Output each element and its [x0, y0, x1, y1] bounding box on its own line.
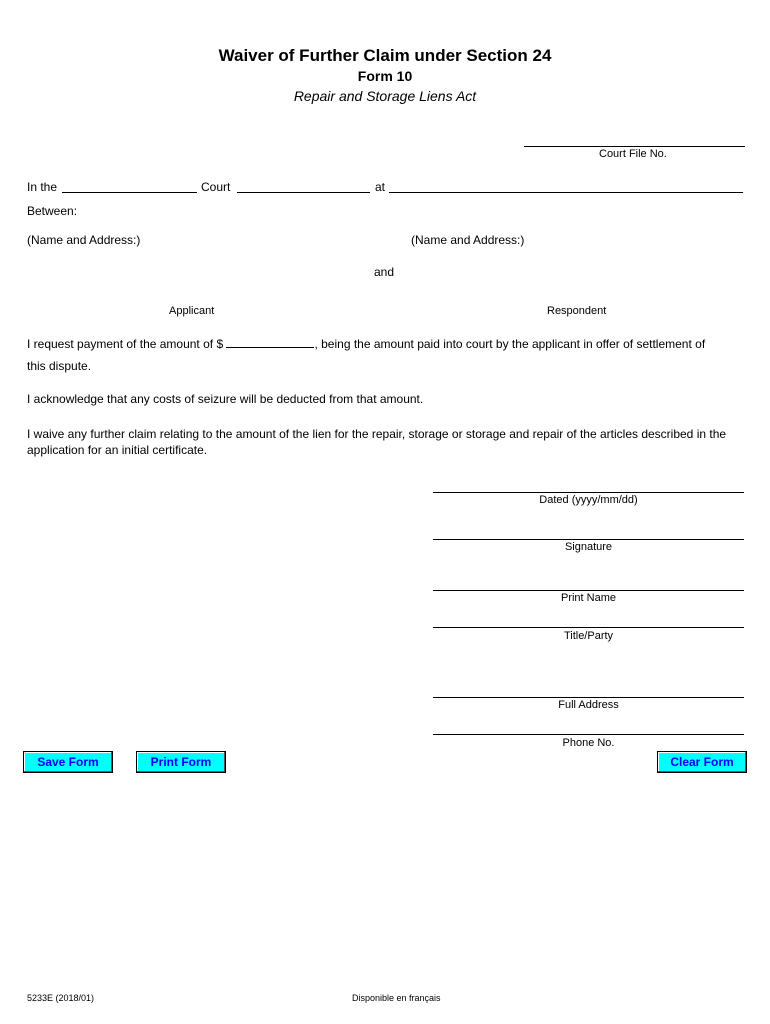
form-code: 5233E (2018/01) [27, 993, 95, 1003]
title-party-field[interactable] [433, 627, 744, 628]
phone-label: Phone No. [562, 737, 615, 749]
court-file-number-field[interactable] [524, 146, 745, 147]
save-form-button[interactable]: Save Form [23, 751, 113, 773]
form-title: Waiver of Further Claim under Section 24 [218, 46, 552, 65]
request-line-2: this dispute. [27, 359, 92, 373]
request-suffix: , being the amount paid into court by the applicant in offer of settlement of [314, 337, 706, 351]
phone-field[interactable] [433, 734, 744, 735]
request-payment-line [27, 335, 705, 351]
full-address-label: Full Address [558, 699, 619, 711]
waive-text: I waive any further claim relating to the amount of the lien for the repair, storage or storage and repair of the articles described in the application for an initial certificate. [27, 427, 727, 457]
applicant-label: Applicant [169, 305, 215, 317]
court-type-field[interactable] [237, 192, 370, 193]
court-location-field[interactable] [389, 192, 743, 193]
signature-label: Signature [564, 541, 613, 553]
and-label: and [374, 265, 395, 279]
french-availability: Disponible en français [352, 993, 441, 1003]
clear-form-button[interactable]: Clear Form [657, 751, 747, 773]
amount-field[interactable] [226, 335, 314, 348]
print-name-field[interactable] [433, 590, 744, 591]
act-name: Repair and Storage Liens Act [293, 88, 477, 104]
print-name-label: Print Name [560, 592, 617, 604]
court-file-number-label: Court File No. [599, 148, 667, 160]
title-party-label: Title/Party [563, 630, 614, 642]
applicant-address-label: (Name and Address:) [27, 233, 141, 247]
respondent-address-label: (Name and Address:) [411, 233, 525, 247]
court-line-at: at [375, 180, 386, 194]
acknowledge-text: I acknowledge that any costs of seizure will be deducted from that amount. [27, 392, 424, 406]
dated-label: Dated (yyyy/mm/dd) [539, 494, 638, 506]
form-number: Form 10 [357, 68, 413, 84]
court-line-in-the: In the [27, 180, 58, 194]
print-form-button[interactable]: Print Form [136, 751, 226, 773]
full-address-field[interactable] [433, 697, 744, 698]
court-line-court: Court [201, 180, 231, 194]
signature-field[interactable] [433, 539, 744, 540]
dated-field[interactable] [433, 492, 744, 493]
request-prefix: I request payment of the amount of $ [27, 337, 224, 351]
between-label: Between: [27, 204, 78, 218]
respondent-label: Respondent [547, 305, 607, 317]
court-name-field[interactable] [62, 192, 197, 193]
